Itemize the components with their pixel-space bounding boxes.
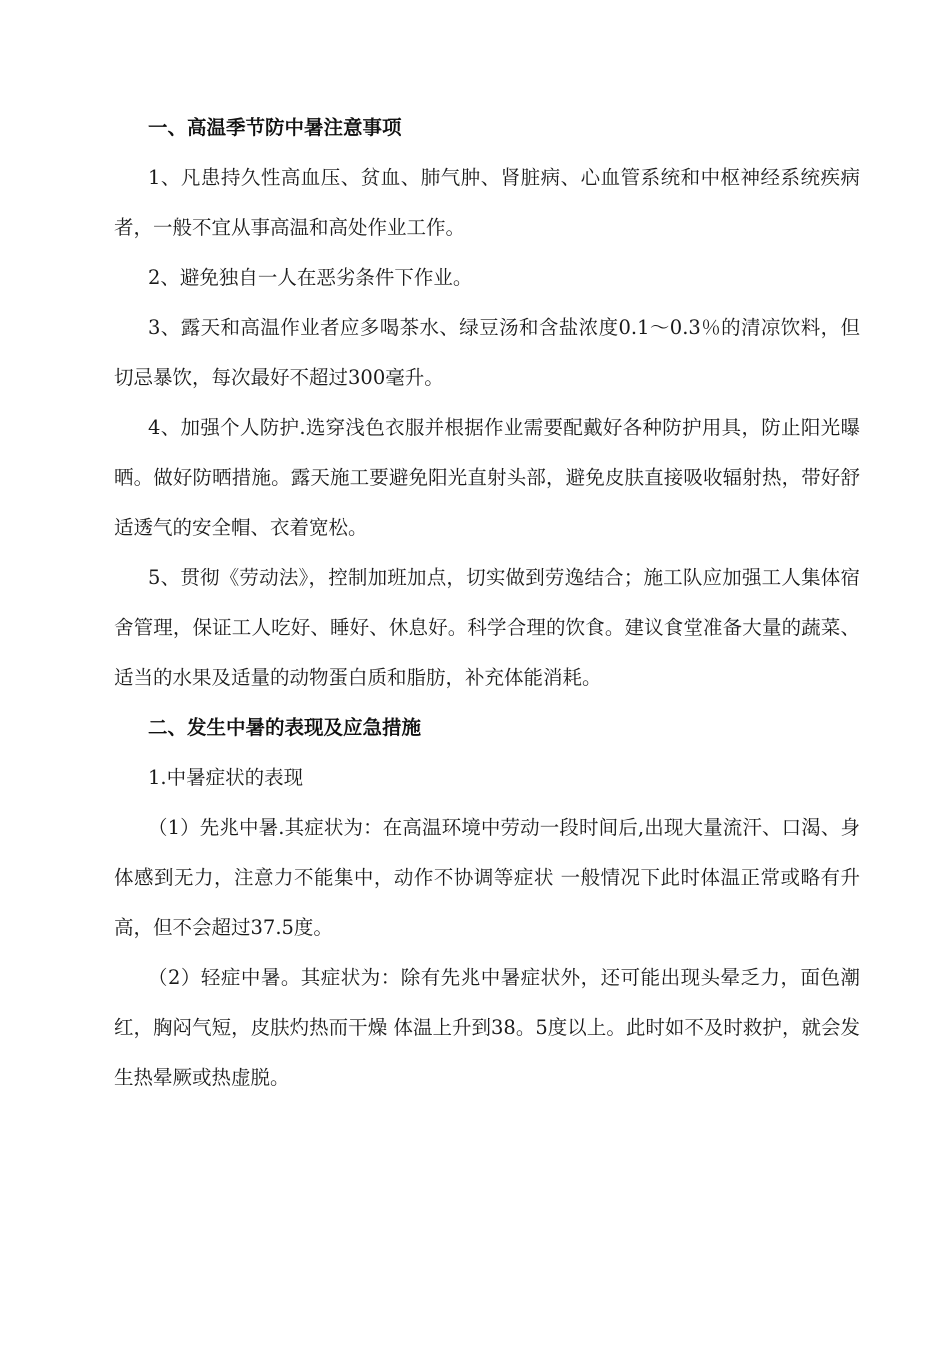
document-body xyxy=(114,103,860,1103)
section-1-item-4: 4、加强个人防护.选穿浅色衣服并根据作业需要配戴好各种防护用具，防止阳光曝晒。做好防晒措施。露天施工要避免阳光直射头部，避免皮肤直接吸收辐射热，带好舒适透气的安全帽、衣着宽松。 xyxy=(114,416,860,539)
section-2-item-1: （1）先兆中暑.其症状为：在高温环境中劳动一段时间后,出现大量流汗、口渴、身体感到无力，注意力不能集中，动作不协调等症状 一般情况下此时体温正常或略有升高，但不会超过37.5度。 xyxy=(114,816,860,939)
section-2-subheading: 1.中暑症状的表现 xyxy=(148,766,304,789)
section-2-heading: 二、发生中暑的表现及应急措施 xyxy=(148,716,422,739)
section-1-item-5: 5、贯彻《劳动法》，控制加班加点，切实做到劳逸结合；施工队应加强工人集体宿舍管理，保证工人吃好、睡好、休息好。科学合理的饮食。建议食堂准备大量的蔬菜、适当的水果及适量的动物蛋白质和脂肪，补充体能消耗。 xyxy=(114,566,860,689)
section-2-item-2: （2）轻症中暑。其症状为：除有先兆中暑症状外，还可能出现头晕乏力，面色潮红，胸闷气短，皮肤灼热而干燥 体温上升到38。5度以上。此时如不及时救护，就会发生热晕厥或热虚脱。 xyxy=(114,966,860,1089)
section-1-item-1: 1、凡患持久性高血压、贫血、肺气肿、肾脏病、心血管系统和中枢神经系统疾病者，一般不宜从事高温和高处作业工作。 xyxy=(114,166,860,239)
section-1-heading: 一、高温季节防中暑注意事项 xyxy=(148,116,402,139)
section-1-item-3: 3、露天和高温作业者应多喝茶水、绿豆汤和含盐浓度0.1～0.3％的清凉饮料，但切忌暴饮，每次最好不超过300毫升。 xyxy=(114,316,860,389)
section-1-item-2: 2、避免独自一人在恶劣条件下作业。 xyxy=(148,266,473,289)
